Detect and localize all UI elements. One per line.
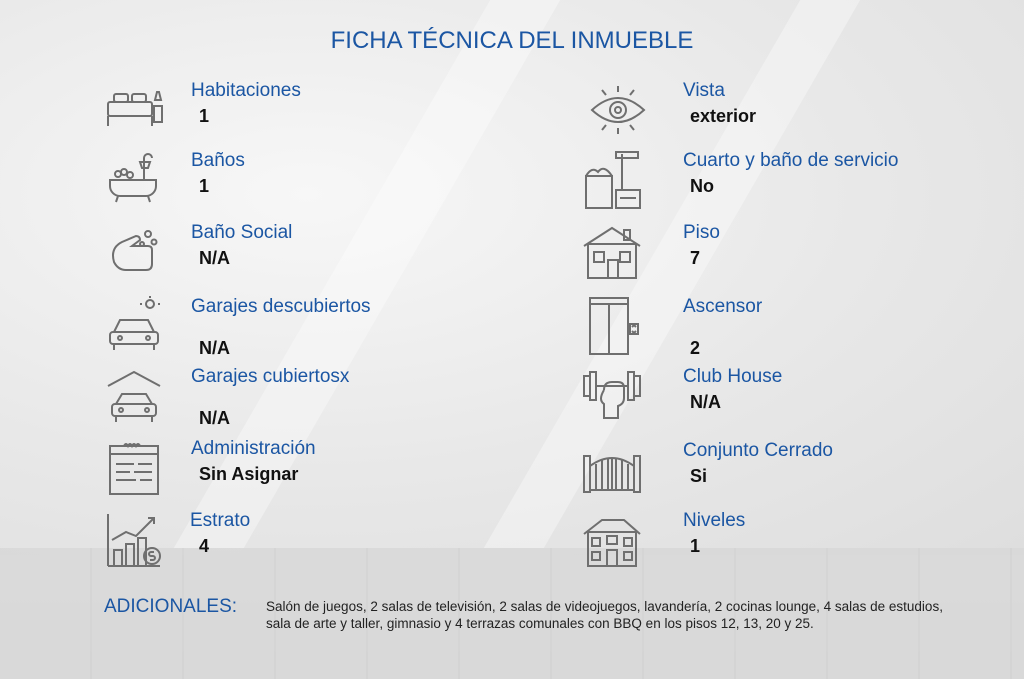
document-icon [104,438,164,498]
dumbbell-icon [582,366,642,426]
spec-value: N/A [199,248,230,268]
spec-label: Garajes descubiertos [191,296,371,317]
spec-ascensor [588,296,1008,366]
spec-club-house [582,366,1002,436]
elevator-icon [588,296,648,356]
spec-label: Garajes cubiertosx [191,366,350,387]
spec-conjunto-cerrado [582,440,1002,510]
spec-value: Sin Asignar [199,464,299,484]
gate-icon [582,440,642,500]
spec-label: Conjunto Cerrado [683,440,833,461]
spec-value: 1 [690,536,701,556]
spec-value: 1 [199,106,210,126]
house-icon [582,222,642,282]
spec-value: 2 [690,338,701,358]
spec-label: Piso [683,222,720,243]
spec-value: exterior [690,106,757,126]
spec-label: Cuarto y baño de servicio [683,150,899,171]
spec-label: Baño Social [191,222,293,243]
spec-habitaciones [104,80,524,150]
two-story-house-icon [582,510,642,570]
spec-garajes-descubiertos [104,296,524,366]
bed-icon [104,80,164,140]
spec-value: No [690,176,714,196]
spec-value: N/A [690,392,721,412]
spec-niveles [582,510,1002,580]
spec-label: Administración [191,438,316,459]
adicionales-label: ADICIONALES: [104,596,238,617]
spec-estrato [104,510,524,580]
spec-label: Ascensor [683,296,763,317]
spec-value: 7 [690,248,701,268]
adicionales-text: Salón de juegos, 2 salas de televisión, 2 salas de videojuegos, lavandería, 2 cocinas lounge, 4 salas de estudios, sala de arte y taller, gimnasio y 4 terrazas comunales con BBQ en los pisos 12, 13, 20 y 25. [266,599,943,631]
spec-label: Baños [191,150,245,171]
spec-value: N/A [199,338,230,358]
car-sun-icon [104,296,164,356]
spec-label: Vista [683,80,725,101]
spec-value: 1 [199,176,210,196]
spec-label: Estrato [190,510,251,531]
spec-label: Niveles [683,510,746,531]
spec-label: Habitaciones [191,80,301,101]
spec-value: Si [690,466,708,486]
spec-label: Club House [683,366,783,387]
spec-bano-social [104,222,524,292]
cleaning-icon [582,150,642,210]
spec-garajes-cubiertos [104,366,524,436]
page-title: FICHA TÉCNICA DEL INMUEBLE [330,27,694,54]
spec-value: N/A [199,408,230,428]
eye-icon [588,80,648,140]
handwash-icon [104,222,164,282]
spec-administracion [104,438,524,508]
spec-cuarto-servicio [582,150,1002,220]
bathtub-icon [104,150,164,210]
spec-banos [104,150,524,220]
spec-value: 4 [199,536,210,556]
spec-vista [588,80,1008,150]
growth-chart-icon [104,510,164,570]
spec-piso [582,222,1002,292]
car-roof-icon [104,366,164,426]
